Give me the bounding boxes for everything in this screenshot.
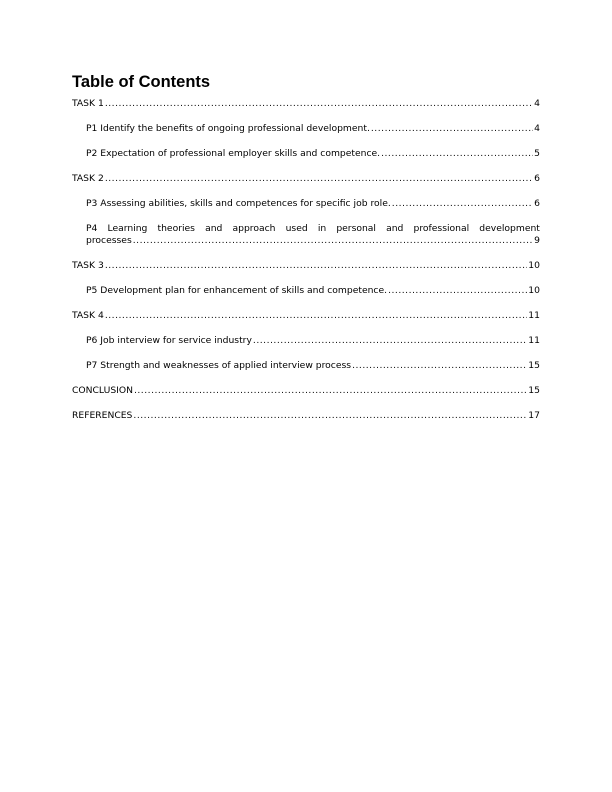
toc-word: development <box>479 223 540 234</box>
toc-entry-task-2[interactable] <box>72 173 540 185</box>
dot-leader <box>105 310 527 322</box>
dot-leader <box>392 198 533 210</box>
dot-leader <box>105 173 533 185</box>
toc-entry-label: P6 Job interview for service industry <box>86 335 252 346</box>
toc-entry-p6[interactable] <box>72 335 540 347</box>
dot-leader <box>105 98 533 110</box>
toc-entry-label: P1 Identify the benefits of ongoing professional development. <box>86 123 370 134</box>
toc-entry-label-line2 <box>86 235 540 247</box>
toc-entry-p7[interactable] <box>72 360 540 372</box>
dot-leader <box>388 285 527 297</box>
toc-word: professional <box>413 223 470 234</box>
toc-entry-label: P7 Strength and weaknesses of applied interview process <box>86 360 352 371</box>
dot-leader <box>134 385 527 397</box>
toc-word: Learning <box>107 223 148 234</box>
toc-entry-label: REFERENCES <box>72 410 133 421</box>
dot-leader <box>105 260 527 272</box>
dot-leader <box>381 148 533 160</box>
dot-leader <box>133 235 533 247</box>
toc-entry-conclusion[interactable] <box>72 385 540 397</box>
toc-entry-task-4[interactable] <box>72 310 540 322</box>
toc-word: in <box>317 223 327 234</box>
toc-page-number: 4 <box>534 123 540 134</box>
toc-page-number: 15 <box>528 385 540 396</box>
toc-word: theories <box>157 223 195 234</box>
toc-entry-label: processes <box>86 235 132 246</box>
toc-word: and <box>386 223 404 234</box>
toc-word: used <box>285 223 308 234</box>
toc-page-number: 11 <box>528 310 540 321</box>
toc-entry-references[interactable] <box>72 410 540 422</box>
toc-entry-label: TASK 4 <box>72 310 104 321</box>
toc-entry-label: TASK 1 <box>72 98 104 109</box>
toc-entry-label: TASK 2 <box>72 173 104 184</box>
toc-page-number: 4 <box>534 98 540 109</box>
toc-entry-p4[interactable] <box>72 223 540 247</box>
toc-entry-p1[interactable] <box>72 123 540 135</box>
dot-leader <box>133 410 527 422</box>
toc-entry-task-3[interactable] <box>72 260 540 272</box>
toc-entry-label: CONCLUSION <box>72 385 133 396</box>
toc-page-number: 5 <box>534 148 540 159</box>
toc-page-number: 10 <box>528 260 540 271</box>
dot-leader <box>371 123 533 135</box>
toc-page-number: 9 <box>534 235 540 246</box>
toc-word: and <box>205 223 223 234</box>
toc-entry-label: TASK 3 <box>72 260 104 271</box>
toc-entry-task-1[interactable] <box>72 98 540 110</box>
toc-entry-p2[interactable] <box>72 148 540 160</box>
dot-leader <box>253 335 527 347</box>
toc-word: approach <box>232 223 276 234</box>
toc-page-number: 10 <box>528 285 540 296</box>
toc-page-number: 6 <box>534 173 540 184</box>
toc-page-number: 11 <box>528 335 540 346</box>
toc-word: personal <box>336 223 376 234</box>
toc-entry-label: P2 Expectation of professional employer skills and competence. <box>86 148 381 159</box>
toc-page-number: 17 <box>528 410 540 421</box>
dot-leader <box>352 360 527 372</box>
toc-entry-p5[interactable] <box>72 285 540 297</box>
toc-page-number: 6 <box>534 198 540 209</box>
toc-entry-label-line1 <box>86 223 540 235</box>
toc-entry-label: P3 Assessing abilities, skills and competences for specific job role. <box>86 198 391 209</box>
toc-heading: Table of Contents <box>72 73 211 91</box>
toc-page-number: 15 <box>528 360 540 371</box>
toc-entry-p3[interactable] <box>72 198 540 210</box>
toc-entry-label: P5 Development plan for enhancement of skills and competence. <box>86 285 388 296</box>
toc-word: P4 <box>86 223 98 234</box>
toc-list <box>72 98 540 435</box>
